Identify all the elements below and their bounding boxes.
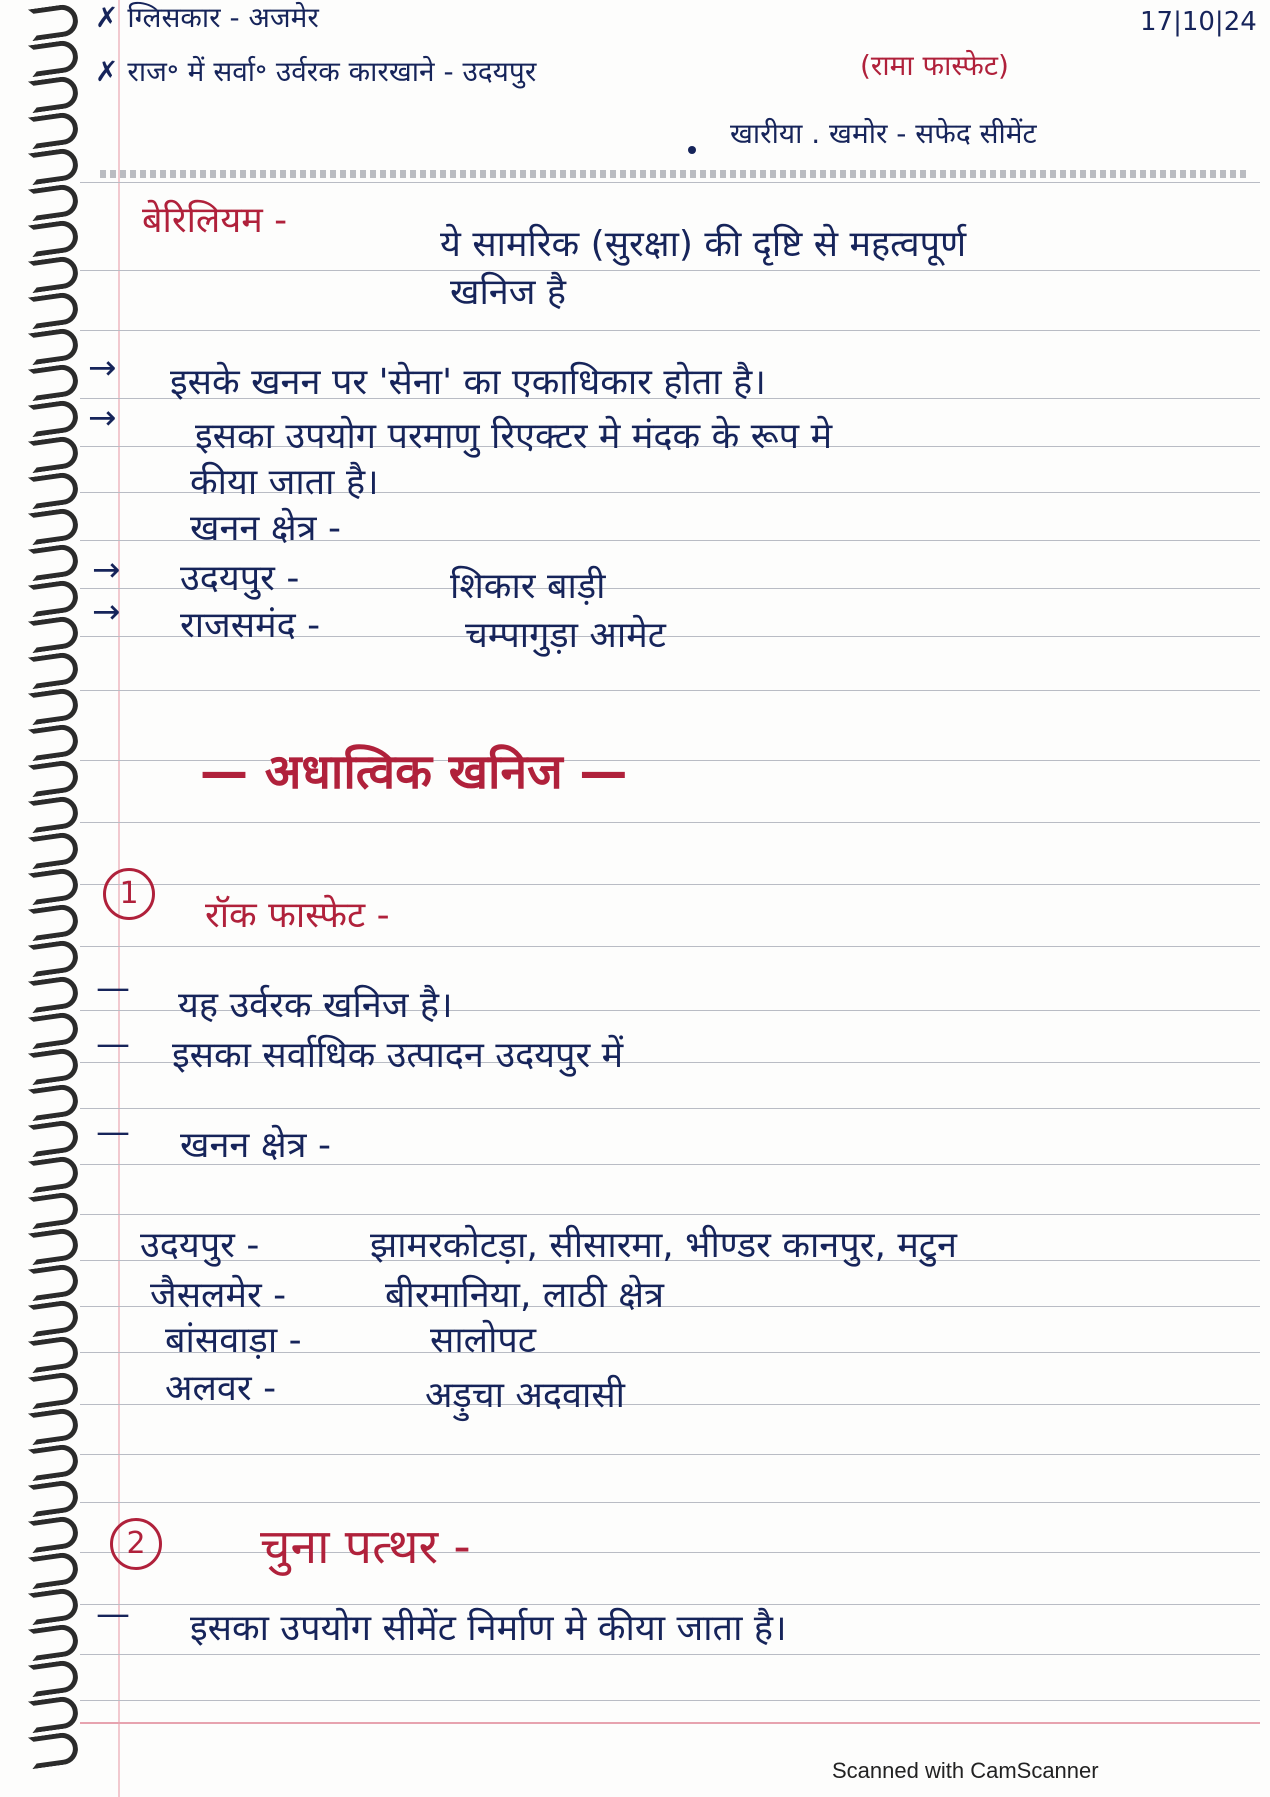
rp-alwar-value: अड़ुचा अदवासी: [425, 1375, 626, 1416]
spiral-ring: [28, 1119, 80, 1157]
spiral-ring: [28, 1263, 80, 1301]
rock-phosphate-title: रॉक फास्फेट -: [205, 895, 390, 936]
arrow-icon: →: [88, 348, 117, 388]
wavy-divider: [100, 170, 1250, 178]
spiral-ring: [28, 759, 80, 797]
ruled-line: [80, 690, 1260, 691]
beryllium-desc-2: खनिज है: [450, 272, 567, 313]
beryllium-mining-label: खनन क्षेत्र -: [190, 508, 341, 549]
spiral-ring: [28, 291, 80, 329]
header-line-3: खारीया . खमोर - सफेद सीमेंट: [730, 117, 1037, 150]
spiral-ring: [28, 1587, 80, 1625]
spiral-ring: [28, 435, 80, 473]
section-heading: — अधात्विक खनिज —: [200, 744, 628, 800]
ruled-line: [80, 1604, 1260, 1605]
spiral-ring: [28, 615, 80, 653]
spiral-ring: [28, 903, 80, 941]
spiral-ring: [28, 687, 80, 725]
spiral-ring: [28, 363, 80, 401]
rp-udaipur-label: उदयपुर -: [140, 1225, 260, 1266]
ruled-line: [80, 946, 1260, 947]
ruled-line: [80, 1654, 1260, 1655]
spiral-ring: [28, 1407, 80, 1445]
header-date: 17|10|24: [1140, 7, 1257, 37]
spiral-ring: [28, 1047, 80, 1085]
arrow-icon: →: [92, 592, 121, 632]
bullet-dot: [688, 146, 696, 154]
spiral-ring: [28, 867, 80, 905]
rp-banswara-label: बांसवाड़ा -: [165, 1320, 302, 1361]
ruled-line: [80, 1552, 1260, 1553]
dash-marker: —: [96, 968, 130, 1008]
spiral-ring: [28, 1011, 80, 1049]
spiral-ring: [28, 219, 80, 257]
rock-phosphate-point-2: इसका सर्वाधिक उत्पादन उदयपुर में: [172, 1035, 624, 1076]
ruled-line: [80, 1502, 1260, 1503]
arrow-icon: →: [88, 398, 117, 438]
spiral-ring: [28, 1551, 80, 1589]
number-circle-1: 1: [103, 868, 155, 920]
spiral-ring: [28, 939, 80, 977]
spiral-ring: [28, 75, 80, 113]
rp-banswara-value: सालोपट: [430, 1320, 536, 1361]
spiral-ring: [28, 1515, 80, 1553]
spiral-ring: [28, 831, 80, 869]
spiral-ring: [28, 975, 80, 1013]
rp-jaisalmer-value: बीरमानिया, लाठी क्षेत्र: [385, 1275, 664, 1316]
header-line-2: ✗ राज॰ में सर्वा॰ उर्वरक कारखाने - उदयपुर: [95, 55, 537, 88]
limestone-title: चुना पत्थर -: [260, 1519, 471, 1575]
spiral-ring: [28, 723, 80, 761]
arrow-icon: →: [92, 550, 121, 590]
spiral-ring: [28, 1443, 80, 1481]
spiral-ring: [28, 1659, 80, 1697]
spiral-ring: [28, 507, 80, 545]
spiral-ring: [28, 183, 80, 221]
ruled-line: [80, 1214, 1260, 1215]
number-circle-2: 2: [110, 1518, 162, 1570]
spiral-ring: [28, 1623, 80, 1661]
spiral-ring: [28, 651, 80, 689]
spiral-ring: [28, 111, 80, 149]
dash-marker: —: [96, 1024, 130, 1064]
bottom-red-rule: [80, 1722, 1260, 1724]
spiral-ring: [28, 1479, 80, 1517]
spiral-ring: [28, 1731, 80, 1769]
rock-phosphate-mining-label: खनन क्षेत्र -: [180, 1125, 331, 1166]
ruled-line: [80, 182, 1260, 183]
scanner-watermark: Scanned with CamScanner: [832, 1758, 1099, 1783]
beryllium-point-1: इसके खनन पर 'सेना' का एकाधिकार होता है।: [170, 362, 766, 403]
rp-jaisalmer-label: जैसलमेर -: [150, 1275, 287, 1316]
spiral-ring: [28, 543, 80, 581]
ruled-line: [80, 1454, 1260, 1455]
rock-phosphate-point-1: यह उर्वरक खनिज है।: [178, 985, 453, 1026]
limestone-point-1: इसका उपयोग सीमेंट निर्माण मे कीया जाता है।: [190, 1608, 787, 1649]
spiral-binding: [10, 0, 80, 1797]
beryllium-area-2-label: राजसमंद -: [180, 605, 321, 646]
ruled-line: [80, 822, 1260, 823]
spiral-ring: [28, 795, 80, 833]
spiral-ring: [28, 1371, 80, 1409]
ruled-line: [80, 330, 1260, 331]
beryllium-point-2-line-2: कीया जाता है।: [190, 462, 379, 503]
spiral-ring: [28, 327, 80, 365]
ruled-line: [80, 270, 1260, 271]
spiral-ring: [28, 399, 80, 437]
rp-udaipur-value: झामरकोटड़ा, सीसारमा, भीण्डर कानपुर, मटुन: [370, 1225, 957, 1266]
spiral-ring: [28, 471, 80, 509]
beryllium-desc-1: ये सामरिक (सुरक्षा) की दृष्टि से महत्वपूर्ण: [440, 224, 967, 265]
ruled-line: [80, 884, 1260, 885]
spiral-ring: [28, 579, 80, 617]
dash-marker: —: [96, 1112, 130, 1152]
spiral-ring: [28, 147, 80, 185]
spiral-ring: [28, 1191, 80, 1229]
beryllium-area-2-value: चम्पागुड़ा आमेट: [465, 615, 666, 656]
spiral-ring: [28, 1335, 80, 1373]
spiral-ring: [28, 1299, 80, 1337]
spiral-ring: [28, 1227, 80, 1265]
spiral-ring: [28, 1695, 80, 1733]
spiral-ring: [28, 39, 80, 77]
header-line-2-note: (रामा फास्फेट): [860, 49, 1009, 82]
header-line-1: ✗ ग्लिसकार - अजमेर: [95, 1, 319, 34]
beryllium-area-1-label: उदयपुर -: [180, 558, 300, 599]
beryllium-point-2-line-1: इसका उपयोग परमाणु रिएक्टर मे मंदक के रूप मे: [195, 416, 833, 457]
beryllium-title: बेरिलियम -: [142, 200, 288, 241]
beryllium-area-1-value: शिकार बाड़ी: [450, 566, 606, 607]
spiral-ring: [28, 1155, 80, 1193]
ruled-line: [80, 1700, 1260, 1701]
dash-marker: —: [96, 1594, 130, 1634]
rp-alwar-label: अलवर -: [165, 1368, 277, 1409]
spiral-ring: [28, 255, 80, 293]
spiral-ring: [28, 1083, 80, 1121]
spiral-ring: [28, 3, 80, 41]
ruled-line: [80, 1108, 1260, 1109]
